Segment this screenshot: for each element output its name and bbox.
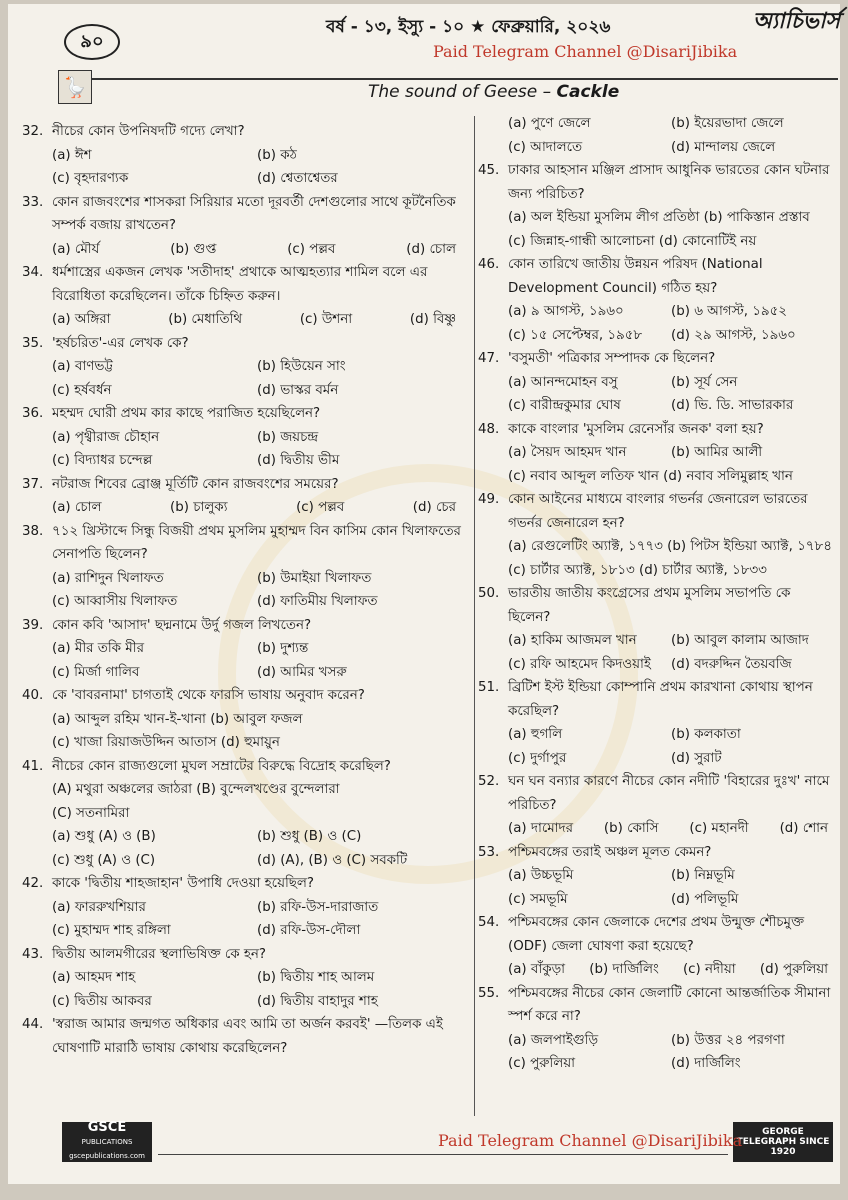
- question-number: 41.: [22, 758, 44, 774]
- question-text: দ্বিতীয় আলমগীরের স্থলাভিষিক্ত কে হন?: [52, 946, 267, 962]
- question-stem: [22, 191, 462, 238]
- option-grid: [22, 496, 462, 520]
- option: (b) ইয়েরভাদা জেলে: [671, 116, 784, 131]
- option: (a) ঈশ: [52, 147, 92, 163]
- question-text: পশ্চিমবঙ্গের তরাই অঞ্চল মূলত কেমন?: [508, 844, 712, 860]
- fact-bold: Cackle: [556, 82, 620, 102]
- option-line: (c) নবাব আব্দুল লতিফ খান (d) নবাব সলিমুল্লাহ খান: [508, 468, 793, 484]
- logo-url: gscepublications.com: [69, 1152, 145, 1160]
- option: (b) শুধু (B) ও (C): [257, 829, 362, 844]
- question-stem: [478, 488, 834, 535]
- question-item: [478, 841, 834, 912]
- option: (a) চোল: [52, 500, 102, 515]
- option: (b) উমাইয়া খিলাফত: [257, 570, 372, 586]
- question-text: ঘন ঘন বন্যার কারণে নীচের কোন নদীটি 'বিহারের দুঃখ' নামে পরিচিত?: [508, 774, 830, 813]
- question-text: কোন তারিখে জাতীয় উন্নয়ন পরিষদ (National Development Council) গঠিত হয়?: [508, 257, 763, 296]
- question-stem: [22, 943, 462, 967]
- option-grid: [478, 112, 834, 159]
- question-text: কোন রাজবংশের শাসকরা সিরিয়ার মতো দূরবর্তী দেশগুলোর সাথে কূটনৈতিক সম্পর্ক বজায় রাখতেন?: [52, 194, 456, 233]
- question-number: 38.: [22, 523, 44, 539]
- option-grid: [22, 896, 462, 943]
- footer-rule: [158, 1154, 728, 1155]
- option: (d) ফাতিমীয় খিলাফত: [257, 594, 378, 609]
- question-item: [478, 253, 834, 347]
- option: (b) দার্জিলিং: [589, 962, 659, 977]
- question-text: কাকে 'দ্বিতীয় শাহজাহান' উপাধি দেওয়া হয়েছিল?: [52, 876, 314, 891]
- option: (b) ৬ আগস্ট, ১৯৫২: [671, 304, 788, 319]
- question-text: ৭১২ খ্রিস্টাব্দে সিন্ধু বিজয়ী প্রথম মুসলিম মুহাম্মদ বিন কাসিম কোন খিলাফতের সেনাপতি ছিলেন?: [52, 523, 461, 562]
- left-column: [22, 120, 462, 1060]
- question-stem: [478, 418, 834, 442]
- option-line: (c) চার্টার অ্যাক্ট, ১৮১৩ (d) চার্টার অ্যাক্ট, ১৮৩৩: [508, 562, 767, 578]
- question-number: 54.: [478, 915, 500, 930]
- question-stem: [22, 473, 462, 497]
- question-number: 37.: [22, 476, 44, 492]
- option-grid: [22, 426, 462, 473]
- option: (b) কোসি: [603, 821, 659, 836]
- question-item: [478, 159, 834, 253]
- question-text: 'হর্ষচরিত'-এর লেখক কে?: [52, 335, 189, 351]
- option-grid: [22, 355, 462, 402]
- option: (c) হর্ষবর্ধন: [52, 382, 112, 398]
- brand-title: অ্যাচিভার্স: [752, 9, 840, 34]
- question-item: [22, 614, 462, 685]
- option: (c) পল্লব: [287, 241, 336, 257]
- option-grid: [478, 629, 834, 676]
- option: (a) আহমদ শাহ: [52, 970, 136, 985]
- logo-sub: PUBLICATIONS: [81, 1138, 133, 1146]
- question-text: মহম্মদ ঘোরী প্রথম কার কাছে পরাজিত হয়েছিলেন?: [52, 406, 321, 421]
- option-line: (a) অল ইন্ডিয়া মুসলিম লীগ প্রতিষ্ঠা (b) পাকিস্তান প্রস্তাব: [508, 210, 810, 225]
- question-text: কোন আইনের মাধ্যমে বাংলার গভর্নর জেনারেল ভারতের গভর্নর জেনারেল হন?: [508, 492, 808, 531]
- option-grid: [478, 371, 834, 418]
- option: (c) নদীয়া: [682, 962, 736, 977]
- fact-text: The sound of Geese –: [368, 82, 557, 102]
- option-grid: [22, 144, 462, 191]
- option: (d) সুরাট: [671, 750, 722, 766]
- option: (c) বিদ্যাধর চন্দেল্ল: [52, 453, 153, 468]
- option: (b) আবুল কালাম আজাদ: [671, 633, 809, 648]
- option: (a) অঙ্গিরা: [52, 312, 111, 327]
- gsce-logo: [62, 1122, 152, 1162]
- question-text: 'বসুমতী' পত্রিকার সম্পাদক কে ছিলেন?: [508, 351, 716, 366]
- option: (a) রাশিদুন খিলাফত: [52, 570, 164, 586]
- question-stem: [22, 261, 462, 308]
- option: (c) বৃহদারণ্যক: [52, 171, 129, 186]
- question-number: 36.: [22, 406, 44, 421]
- question-number: 35.: [22, 335, 44, 351]
- option: (b) হিউয়েন সাং: [257, 359, 346, 374]
- question-item: [22, 473, 462, 520]
- option: (a) হুগলি: [508, 727, 563, 742]
- option: (d) বদরুদ্দিন তৈয়বজি: [671, 656, 792, 672]
- option: (a) শুধু (A) ও (B): [52, 829, 156, 844]
- question-item: [22, 684, 462, 755]
- option: (c) মির্জা গালিব: [52, 664, 140, 680]
- question-item: [22, 520, 462, 614]
- option: (d) আমির খসরু: [257, 664, 347, 680]
- option: (d) ভাস্কর বর্মন: [257, 382, 339, 398]
- option: (d) দ্বিতীয় ভীম: [257, 453, 340, 468]
- option: (d) ভি. ডি. সাভারকার: [671, 398, 794, 413]
- option-line: (c) খাজা রিয়াজউদ্দিন আতাস (d) হুমায়ুন: [52, 735, 280, 750]
- question-text: নীচের কোন রাজ্যগুলো মুঘল সম্রাটের বিরুদ্ধে বিদ্রোহ করেছিল?: [52, 758, 391, 774]
- option: (c) উশনা: [299, 312, 353, 327]
- option: (c) ১৫ সেপ্টেম্বর, ১৯৫৮: [508, 327, 643, 343]
- question-item: [478, 911, 834, 982]
- option-line: (A) মথুরা অঞ্চলের জাঠরা (B) বুন্দেলখণ্ডের বুন্দেলারা: [52, 782, 340, 797]
- question-item: [22, 943, 462, 1014]
- question-item: [22, 1013, 462, 1060]
- question-item: [22, 120, 462, 191]
- watermark-bottom: Paid Telegram Channel @DisariJibika: [438, 1131, 743, 1150]
- option-grid: [478, 1029, 834, 1076]
- option: (a) দামোদর: [508, 821, 573, 836]
- question-number: 50.: [478, 586, 500, 601]
- question-stem: [478, 676, 834, 723]
- question-item: [478, 112, 834, 159]
- option: (c) আদালতে: [508, 139, 583, 155]
- page-number: ৯০: [64, 24, 120, 60]
- option-grid: [478, 300, 834, 347]
- option-grid: [22, 567, 462, 614]
- option: (b) জয়চন্দ্র: [257, 429, 319, 445]
- question-stem: [22, 755, 462, 779]
- option: (c) পল্লব: [296, 500, 345, 515]
- question-stem: [478, 770, 834, 817]
- question-item: [478, 676, 834, 770]
- question-number: 53.: [478, 844, 500, 860]
- option-line: (a) রেগুলেটিং অ্যাক্ট, ১৭৭৩ (b) পিটস ইন্ডিয়া অ্যাক্ট, ১৭৮৪: [508, 539, 832, 554]
- option: (d) পলিভূমি: [671, 891, 739, 907]
- option: (d) ২৯ আগস্ট, ১৯৬০: [671, 327, 796, 343]
- question-stem: [22, 684, 462, 708]
- question-stem: [22, 520, 462, 567]
- question-stem: [22, 1013, 462, 1060]
- question-number: 32.: [22, 124, 44, 139]
- option: (c) সমভূমি: [508, 891, 568, 907]
- question-number: 52.: [478, 774, 500, 789]
- option-grid: [478, 864, 834, 911]
- option: (b) নিম্নভূমি: [671, 868, 735, 883]
- option-grid: [22, 238, 462, 262]
- question-item: [22, 332, 462, 403]
- question-text: 'স্বরাজ আমার জন্মগত অধিকার এবং আমি তা অর্জন করবই' —তিলক এই ঘোষণাটি মারাঠি ভাষায় কোথায় করেছিলেন?: [52, 1017, 443, 1056]
- option: (a) মীর তকি মীর: [52, 641, 144, 656]
- goose-icon: 🪿: [58, 70, 92, 104]
- question-number: 39.: [22, 617, 44, 633]
- option-grid: [478, 723, 834, 770]
- option: (d) চোল: [406, 241, 456, 257]
- question-number: 49.: [478, 492, 500, 507]
- question-text: কাকে বাংলার 'মুসলিম রেনেসাঁর জনক' বলা হয়?: [508, 421, 764, 437]
- option: (d) মান্দালয় জেলে: [671, 139, 776, 155]
- question-stem: [478, 982, 834, 1029]
- question-item: [22, 191, 462, 262]
- option: (a) পুণে জেলে: [508, 116, 591, 131]
- option: (d) রফি-উস-দৌলা: [257, 923, 361, 938]
- question-item: [22, 261, 462, 332]
- column-divider: [474, 116, 475, 1116]
- option: (d) দ্বিতীয় বাহাদুর শাহ: [257, 993, 378, 1009]
- option: (b) দ্বিতীয় শাহ আলম: [257, 970, 375, 985]
- option: (c) মহানদী: [689, 821, 749, 836]
- option: (b) গুপ্ত: [170, 241, 217, 257]
- option-grid: [22, 637, 462, 684]
- question-number: 42.: [22, 876, 44, 891]
- question-text: নীচের কোন উপনিষদটি গদ্যে লেখা?: [52, 124, 245, 139]
- option: (a) উচ্চভূমি: [508, 868, 574, 883]
- option: (c) শুধু (A) ও (C): [52, 852, 156, 868]
- issue-info: বর্ষ - ১৩, ইস্যু - ১০ ★ ফেব্রুয়ারি, ২০২৬: [326, 17, 611, 37]
- option: (c) রফি আহমেদ কিদওয়াই: [508, 656, 651, 672]
- question-stem: [478, 841, 834, 865]
- question-text: পশ্চিমবঙ্গের নীচের কোন জেলাটি কোনো আন্তর্জাতিক সীমানা স্পর্শ করে না?: [508, 985, 831, 1024]
- option-grid: [478, 817, 834, 841]
- question-item: [478, 488, 834, 582]
- question-text: পশ্চিমবঙ্গের কোন জেলাকে দেশের প্রথম উন্মুক্ত শৌচমুক্ত (ODF) জেলা ঘোষণা করা হয়েছে?: [508, 915, 804, 954]
- question-text: কোন কবি 'আসাদ' ছদ্মনামে উর্দু গজল লিখতেন?: [52, 617, 312, 633]
- option-grid: [22, 308, 462, 332]
- question-number: 51.: [478, 680, 500, 695]
- george-telegraph-logo: GEORGE TELEGRAPH SINCE 1920: [733, 1122, 833, 1162]
- option: (b) সূর্য সেন: [671, 374, 738, 390]
- question-item: [22, 872, 462, 943]
- question-item: [478, 418, 834, 489]
- option: (d) দার্জিলিং: [671, 1056, 741, 1071]
- question-text: কে 'বাবরনামা' চাগতাই থেকে ফারসি ভাষায় অনুবাদ করেন?: [52, 688, 365, 703]
- question-stem: [478, 253, 834, 300]
- question-text: নটরাজ শিবের ব্রোঞ্জ মূর্তিটি কোন রাজবংশের সময়ের?: [52, 476, 339, 492]
- option: (b) কঠ: [257, 147, 297, 163]
- question-number: 45.: [478, 163, 500, 178]
- option: (c) আব্বাসীয় খিলাফত: [52, 594, 178, 609]
- question-text: ভারতীয় জাতীয় কংগ্রেসের প্রথম মুসলিম সভাপতি কে ছিলেন?: [508, 586, 791, 625]
- option: (b) কলকাতা: [671, 727, 741, 742]
- question-stem: [478, 911, 834, 958]
- question-stem: [22, 614, 462, 638]
- question-stem: [22, 332, 462, 356]
- option-grid: [478, 958, 834, 982]
- option-line: (C) সতনামিরা: [52, 805, 130, 821]
- question-number: 40.: [22, 688, 44, 703]
- option: (c) দুর্গাপুর: [508, 750, 567, 766]
- question-number: 33.: [22, 194, 44, 210]
- option: (a) মৌর্য: [52, 241, 100, 257]
- option: (b) আমির আলী: [671, 445, 763, 460]
- option: (d) চের: [412, 500, 456, 515]
- question-stem: [22, 120, 462, 144]
- option-grid: [478, 441, 834, 465]
- option: (d) পুরুলিয়া: [759, 962, 828, 977]
- question-item: [22, 402, 462, 473]
- option: (a) ফাররুখশিয়ার: [52, 899, 146, 915]
- option: (a) বাঁকুড়া: [508, 962, 566, 977]
- option: (b) মেধাতিথি: [168, 312, 243, 327]
- option-grid: [22, 966, 462, 1013]
- question-number: 47.: [478, 351, 500, 366]
- question-item: [478, 770, 834, 841]
- question-item: [478, 582, 834, 676]
- question-number: 43.: [22, 946, 44, 962]
- option: (a) ৯ আগস্ট, ১৯৬০: [508, 304, 624, 319]
- watermark-top: Paid Telegram Channel @DisariJibika: [433, 42, 738, 61]
- option-grid: [22, 825, 462, 872]
- option: (d) শোন: [779, 821, 828, 836]
- question-stem: [478, 159, 834, 206]
- question-number: 55.: [478, 985, 500, 1001]
- question-text: ধর্মশাস্ত্রের একজন লেখক 'সতীদাহ' প্রথাকে আত্মহত্যার শামিল বলে এর বিরোধিতা করেছিলেন। তাঁকে চিহ্নিত করুন।: [52, 265, 428, 304]
- question-stem: [22, 872, 462, 896]
- option: (a) সৈয়দ আহমদ খান: [508, 445, 627, 460]
- fact-banner: [368, 82, 619, 102]
- option: (c) পুরুলিয়া: [508, 1056, 576, 1071]
- option: (a) আনন্দমোহন বসু: [508, 374, 618, 390]
- option: (d) শ্বেতাশ্বেতর: [257, 171, 338, 186]
- header-rule: [58, 78, 838, 80]
- question-item: [478, 982, 834, 1076]
- option: (b) দুশ্যন্ত: [257, 641, 309, 656]
- option-line: (c) জিন্নাহ-গান্ধী আলোচনা (d) কোনোটিই নয়: [508, 233, 757, 249]
- option: (a) পৃথ্বীরাজ চৌহান: [52, 429, 160, 445]
- question-stem: [478, 347, 834, 371]
- question-stem: [478, 582, 834, 629]
- option: (c) দ্বিতীয় আকবর: [52, 993, 152, 1009]
- question-number: 48.: [478, 421, 500, 437]
- option: (a) হাকিম আজমল খান: [508, 633, 637, 648]
- option: (c) বারীন্দ্রকুমার ঘোষ: [508, 398, 621, 413]
- question-stem: [22, 402, 462, 426]
- right-column: [478, 112, 834, 1076]
- question-number: 44.: [22, 1017, 44, 1032]
- question-text: ঢাকার আহসান মঞ্জিল প্রাসাদ আধুনিক ভারতের কোন ঘটনার জন্য পরিচিত?: [508, 163, 830, 202]
- option: (c) মুহাম্মদ শাহ রঙ্গিলা: [52, 923, 171, 938]
- question-text: ব্রিটিশ ইস্ট ইন্ডিয়া কোম্পানি প্রথম কারখানা কোথায় স্থাপন করেছিল?: [508, 680, 813, 719]
- option: (a) জলপাইগুড়ি: [508, 1032, 599, 1048]
- question-item: [478, 347, 834, 418]
- question-item: [22, 755, 462, 873]
- option: (a) বাণভট্ট: [52, 359, 113, 374]
- option: (b) চালুক্য: [169, 500, 228, 515]
- option: (d) (A), (B) ও (C) সবকটি: [257, 852, 408, 868]
- magazine-page: [8, 4, 840, 1184]
- option-line: (a) আব্দুল রহিম খান-ই-খানা (b) আবুল ফজল: [52, 711, 303, 727]
- question-number: 34.: [22, 265, 44, 280]
- option: (d) বিষ্ণু: [409, 312, 456, 327]
- question-number: 46.: [478, 257, 500, 272]
- option: (b) রফি-উস-দারাজাত: [257, 899, 379, 915]
- option: (b) উত্তর ২৪ পরগণা: [671, 1032, 785, 1048]
- logo-main: GSCE: [87, 1120, 127, 1135]
